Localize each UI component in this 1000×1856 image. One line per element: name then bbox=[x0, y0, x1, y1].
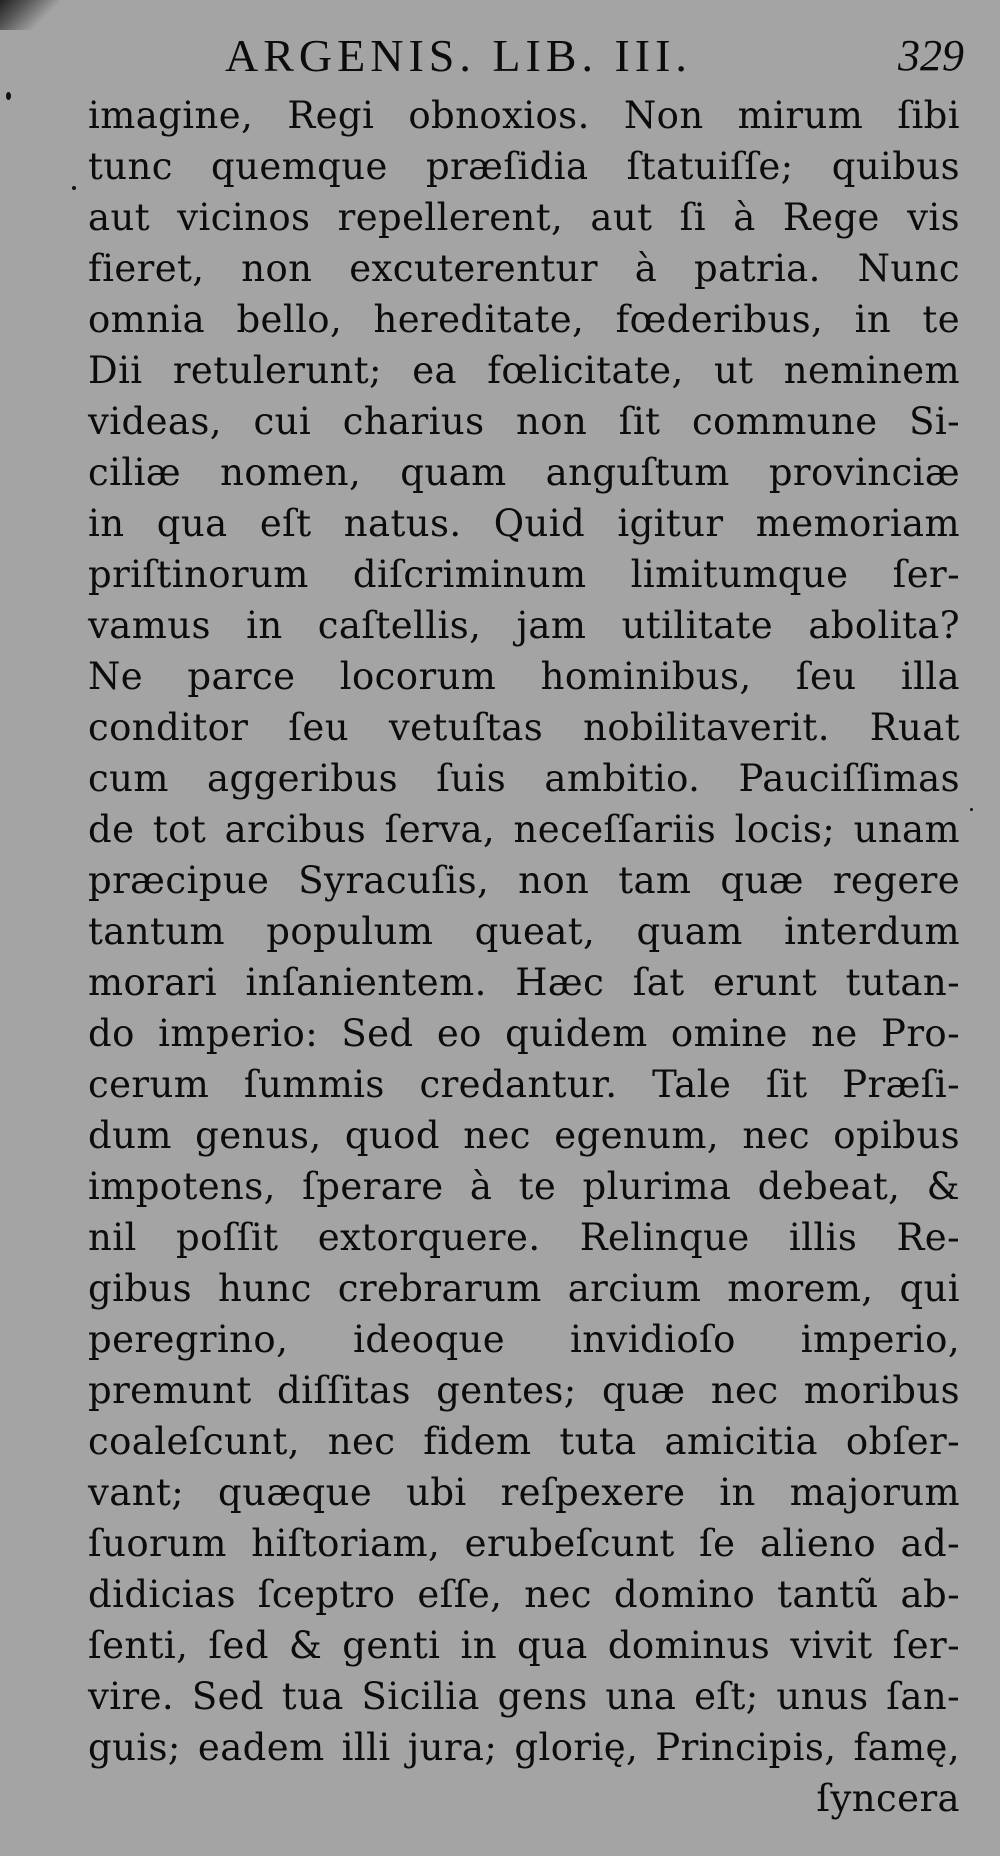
text-line: cerum ſummis credantur. Tale ſit Præſi- bbox=[88, 1063, 960, 1106]
text-line: peregrino, ideoque invidioſo imperio, bbox=[88, 1318, 960, 1361]
text-line: do imperio: Sed eo quidem omine ne Pro- bbox=[88, 1012, 960, 1055]
text-line: omnia bello, hereditate, fœderibus, in te bbox=[88, 298, 960, 341]
text-line: tunc quemque præſidia ſtatuiſſe; quibus bbox=[88, 145, 960, 188]
ink-speck bbox=[72, 186, 76, 190]
text-line: in qua eſt natus. Quid igitur memoriam bbox=[88, 502, 960, 545]
text-line: præcipue Syracuſis, non tam quæ regere bbox=[88, 859, 960, 902]
text-line: aut vicinos repellerent, aut ſi à Rege vis bbox=[88, 196, 960, 239]
ink-speck bbox=[6, 92, 11, 100]
text-line: ſuorum hiſtoriam, erubeſcunt ſe alieno ad- bbox=[88, 1522, 960, 1565]
text-line: premunt diſſitas gentes; quæ nec moribus bbox=[88, 1369, 960, 1412]
text-line: nil poſſit extorquere. Relinque illis Re- bbox=[88, 1216, 960, 1259]
text-line: ſenti, ſed & genti in qua dominus vivit ſer- bbox=[88, 1624, 960, 1667]
text-line: Ne parce locorum hominibus, ſeu illa bbox=[88, 655, 960, 698]
text-line: morari inſanientem. Hæc ſat erunt tutan- bbox=[88, 961, 960, 1004]
text-line: de tot arcibus ſerva, neceſſariis locis; unam bbox=[88, 808, 960, 851]
text-line: Dii retulerunt; ea fœlicitate, ut neminem bbox=[88, 349, 960, 392]
text-line: conditor ſeu vetuſtas nobilitaverit. Ruat bbox=[88, 706, 960, 749]
text-line: gibus hunc crebrarum arcium morem, qui bbox=[88, 1267, 960, 1310]
text-line: tantum populum queat, quam interdum bbox=[88, 910, 960, 953]
catchword: ſyncera bbox=[816, 1777, 960, 1820]
text-line: impotens, ſperare à te plurima debeat, & bbox=[88, 1165, 960, 1208]
text-line: vamus in caſtellis, jam utilitate abolita? bbox=[88, 604, 960, 647]
text-line: imagine, Regi obnoxios. Non mirum ſibi bbox=[88, 94, 960, 137]
ink-speck bbox=[970, 808, 973, 811]
text-line: priſtinorum diſcriminum limitumque ſer- bbox=[88, 553, 960, 596]
text-line: cum aggeribus ſuis ambitio. Pauciſſimas bbox=[88, 757, 960, 800]
text-line: ciliæ nomen, quam anguſtum provinciæ bbox=[88, 451, 960, 494]
text-line: videas, cui charius non ſit commune Si- bbox=[88, 400, 960, 443]
text-line: vire. Sed tua Sicilia gens una eſt; unus ſan- bbox=[88, 1675, 960, 1718]
running-head bbox=[225, 26, 964, 90]
text-line: dum genus, quod nec egenum, nec opibus bbox=[88, 1114, 960, 1157]
text-line: coaleſcunt, nec fidem tuta amicitia obſer- bbox=[88, 1420, 960, 1463]
text-line: didicias ſceptro eſſe, nec domino tantũ ab- bbox=[88, 1573, 960, 1616]
text-line: fieret, non excuterentur à patria. Nunc bbox=[88, 247, 960, 290]
text-line: vant; quæque ubi reſpexere in majorum bbox=[88, 1471, 960, 1514]
page-number: 329 bbox=[898, 31, 964, 80]
running-title: ARGENIS. LIB. III. bbox=[225, 30, 692, 81]
page-corner-smudge bbox=[0, 0, 60, 30]
text-line: guis; eadem illi jura; glorię, Principis, famę, bbox=[88, 1726, 960, 1769]
body-text bbox=[88, 90, 960, 1824]
